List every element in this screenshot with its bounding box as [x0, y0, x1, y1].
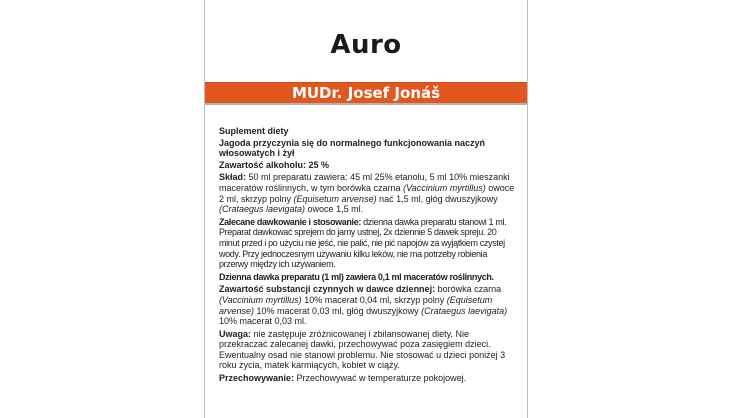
- label-text: [219, 126, 517, 385]
- active-section: [219, 284, 517, 326]
- health-claim: Jagoda przyczynia się do normalnego funkcjonowania naczyń włosowatych i żył: [219, 137, 486, 159]
- dosage-label: Zalecane dawkowanie i stosowanie:: [219, 216, 361, 227]
- storage-section: [219, 373, 517, 384]
- active-label: Zawartość substancji czynnych w dawce dziennej:: [219, 284, 436, 295]
- composition-latin: (Vaccinium myrtillus): [403, 182, 486, 193]
- brand-name: MUDr. Josef Jonáš: [291, 84, 441, 102]
- composition-latin: (Crataegus laevigata): [219, 204, 306, 215]
- storage-label: Przechowywanie:: [219, 373, 295, 384]
- warning-section: [219, 329, 517, 371]
- composition-section: [219, 172, 517, 214]
- alcohol-content: Zawartość alkoholu: 25 %: [219, 159, 330, 170]
- active-latin: (Crataegus laevigata): [421, 305, 508, 316]
- active-text: 10% macerat 0,04 ml, skrzyp polny: [301, 294, 447, 305]
- composition-text: owoce 1,5 ml.: [305, 204, 364, 215]
- warning-text: nie zastępuje zróżnicowanej i zbilansowanej diety. Nie przekraczać zalecanej dawki, przechowywać poza zasięgiem dzieci. Ewentualny osad nie stanowi problemu. Nie stosować u dzieci poniżej 3 roku życia, matek karmiących, kobiet w ciąży.: [219, 328, 506, 371]
- active-text: 10% macerat 0,03 ml.: [219, 316, 307, 327]
- dosage-section: [219, 217, 517, 270]
- daily-dose: Dzienna dawka preparatu (1 ml) zawiera 0,1 ml maceratów roślinnych.: [219, 271, 494, 282]
- product-name: Auro: [330, 30, 402, 60]
- active-text: 10% macerat 0,03 ml, głóg dwuszyjkowy: [254, 305, 422, 316]
- storage-text: Przechowywać w temperaturze pokojowej.: [294, 373, 467, 384]
- active-latin: (Equisetum arvense): [219, 294, 493, 316]
- active-latin: (Vaccinium myrtillus): [219, 294, 302, 305]
- composition-text: nać 1,5 ml, głóg dwuszyjkowy: [376, 193, 498, 204]
- product-type: Suplement diety: [219, 126, 289, 136]
- dosage-text: dzienna dawka preparatu stanowi 1 ml. Preparat dawkować sprejem do jamy ustnej, 2x dziennie 5 dawek spreju. 20 minut przed i po użyciu nie jeść, nie palić, nie pić napojów za wyjątkiem czystej wody. Przy jednoczesnym używaniu kilku leków, nie ma potrzeby robienia przerwy między ich używaniem.: [219, 216, 507, 270]
- warning-label: Uwaga:: [219, 328, 252, 339]
- product-label: [204, 0, 528, 418]
- brand-band: [205, 82, 527, 105]
- composition-latin: (Equisetum arvense): [293, 193, 377, 204]
- composition-label: Skład:: [219, 172, 247, 183]
- composition-text: owoce 2 ml, skrzyp polny: [219, 182, 515, 204]
- composition-text: 50 ml preparatu zawiera: 45 ml 25% etanolu, 5 ml 10% mieszanki maceratów roślinnych, w tym borówka czarna: [219, 172, 510, 193]
- active-text: borówka czarna: [435, 284, 502, 295]
